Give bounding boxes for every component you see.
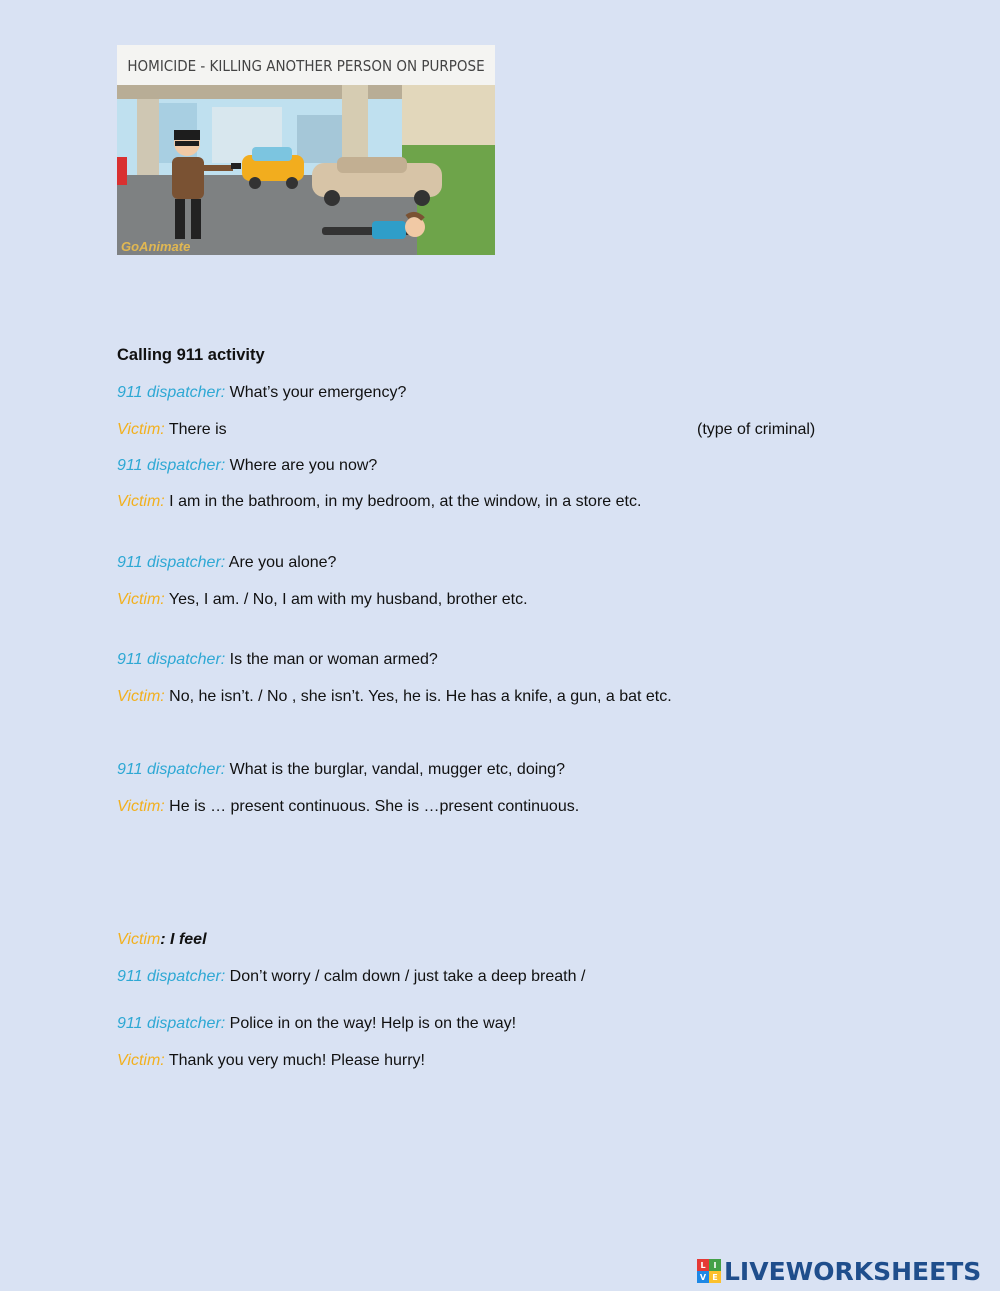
victim-label: Victim: xyxy=(117,591,165,608)
activity-title: Calling 911 activity xyxy=(117,346,265,364)
dialogue-text: What’s your emergency? xyxy=(229,384,407,401)
illustration-caption: HOMICIDE - KILLING ANOTHER PERSON ON PURPOSE xyxy=(127,57,485,75)
dialogue-text: No, he isn’t. / No , she isn’t. Yes, he is. He has a knife, a gun, a bat etc. xyxy=(169,688,672,705)
dialogue-line-11 xyxy=(117,930,207,950)
dialogue-text: I am in the bathroom, in my bedroom, at the window, in a store etc. xyxy=(169,493,642,510)
dialogue-text: Are you alone? xyxy=(228,554,337,571)
dialogue-text: Is the man or woman armed? xyxy=(229,651,438,668)
victim-label: Victim: xyxy=(117,1052,165,1069)
dialogue-line-5 xyxy=(117,553,336,573)
dialogue-text: There is xyxy=(168,421,227,438)
dialogue-text: Police in on the way! Help is on the way! xyxy=(229,1015,517,1032)
victim-label: Victim: xyxy=(117,688,165,705)
dialogue-line-7 xyxy=(117,650,438,670)
logo-letter: E xyxy=(709,1271,721,1283)
liveworksheets-brand xyxy=(697,1257,981,1285)
dispatcher-label: 911 dispatcher: xyxy=(117,761,226,778)
dialogue-text: Thank you very much! Please hurry! xyxy=(168,1052,425,1069)
logo-letter: I xyxy=(709,1259,721,1271)
dialogue-line-4 xyxy=(117,492,641,512)
homicide-illustration xyxy=(117,45,495,255)
feeling-prompt: I feel xyxy=(170,931,207,948)
victim-label: Victim: xyxy=(117,421,165,438)
dialogue-text: Don’t worry / calm down / just take a deep breath / xyxy=(229,968,586,985)
dialogue-line-8 xyxy=(117,687,672,707)
brand-name: LIVEWORKSHEETS xyxy=(724,1256,982,1286)
illustration-watermark: GoAnimate xyxy=(121,239,191,254)
dispatcher-label: 911 dispatcher: xyxy=(117,554,226,571)
dialogue-line-2 xyxy=(117,420,227,440)
dialogue-text: Yes, I am. / No, I am with my husband, brother etc. xyxy=(168,591,528,608)
logo-letter: V xyxy=(697,1271,709,1283)
dialogue-line-13 xyxy=(117,1014,516,1034)
dispatcher-label: 911 dispatcher: xyxy=(117,384,226,401)
dialogue-text: He is … present continuous. She is …present continuous. xyxy=(169,798,580,815)
dialogue-line-6 xyxy=(117,590,528,610)
colon-separator: : xyxy=(160,931,166,948)
logo-letter: L xyxy=(697,1259,709,1271)
liveworksheets-logo-icon xyxy=(697,1259,721,1283)
dialogue-line-9 xyxy=(117,760,565,780)
dialogue-text: Where are you now? xyxy=(229,457,378,474)
dispatcher-label: 911 dispatcher: xyxy=(117,1015,226,1032)
criminal-type-note: (type of criminal) xyxy=(697,421,816,438)
dialogue-line-12 xyxy=(117,967,585,987)
victim-label: Victim: xyxy=(117,493,165,510)
dialogue-text: What is the burglar, vandal, mugger etc, doing? xyxy=(229,761,565,778)
dialogue-line-3 xyxy=(117,456,377,476)
dialogue-line-1 xyxy=(117,383,406,403)
victim-label: Victim: xyxy=(117,798,165,815)
dialogue-line-14 xyxy=(117,1051,425,1071)
dialogue-line-10 xyxy=(117,797,579,817)
dispatcher-label: 911 dispatcher: xyxy=(117,968,226,985)
dispatcher-label: 911 dispatcher: xyxy=(117,651,226,668)
victim-label: Victim xyxy=(117,931,161,948)
dispatcher-label: 911 dispatcher: xyxy=(117,457,226,474)
